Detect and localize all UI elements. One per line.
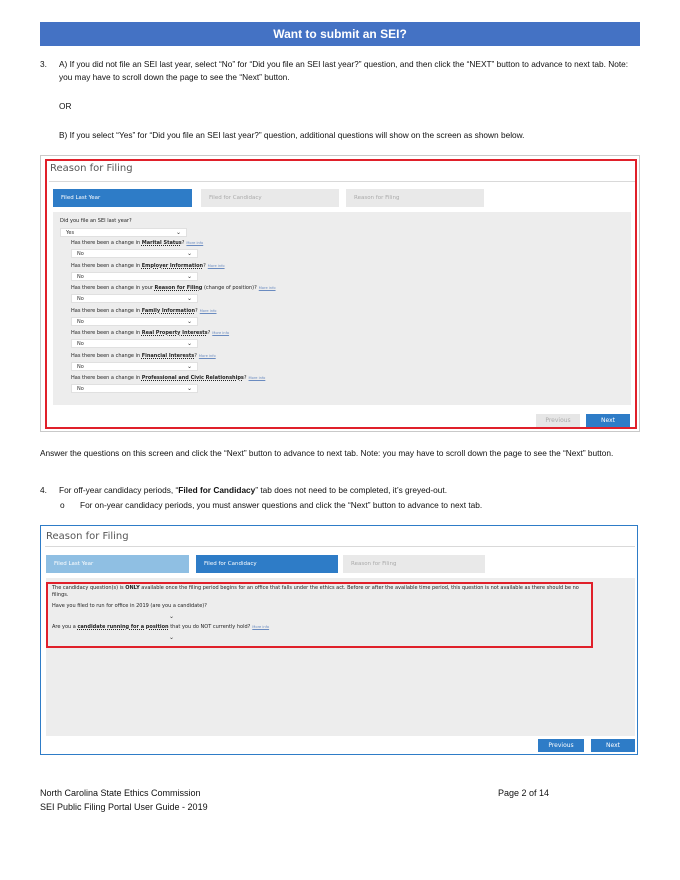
chevron-down-icon: ⌄ xyxy=(186,385,192,392)
chevron-down-icon: ⌄ xyxy=(168,613,174,620)
question-topic: Financial Interests xyxy=(141,352,195,359)
more-info-link[interactable]: More info xyxy=(199,308,217,313)
question-candidate-running xyxy=(52,624,269,630)
chevron-down-icon: ⌄ xyxy=(168,634,174,641)
footer-page-number: Page 2 of 14 xyxy=(498,788,550,798)
question-topic: Family Information xyxy=(141,307,196,314)
followup-answer-select[interactable] xyxy=(71,317,198,326)
more-info-link[interactable]: More info xyxy=(252,625,270,629)
followup-question xyxy=(71,353,216,359)
select-value: No xyxy=(77,386,84,392)
step4-text xyxy=(59,484,642,497)
select-value: No xyxy=(77,251,84,257)
footer-org: North Carolina State Ethics Commission xyxy=(40,788,201,798)
followup-question xyxy=(71,308,217,314)
question-filed-to-run: Have you filed to run for office in 2019 (are you a candidate)? xyxy=(52,603,207,609)
question-topic: Real Property Interests xyxy=(141,330,208,336)
candidacy-notice xyxy=(52,585,588,598)
chevron-down-icon: ⌄ xyxy=(186,317,192,325)
select-value: No xyxy=(77,296,84,302)
step4-text-bold: Filed for Candidacy xyxy=(178,485,256,495)
chevron-down-icon: ⌄ xyxy=(186,362,192,370)
step-number: 4. xyxy=(40,485,47,495)
step3-or-text: OR xyxy=(59,101,72,111)
title-divider xyxy=(45,546,635,547)
previous-button[interactable]: Previous xyxy=(536,414,580,427)
more-info-link[interactable]: More info xyxy=(198,353,216,358)
step4-sub-text: For on-year candidacy periods, you must answer questions and click the “Next” button to advance to next tab. xyxy=(80,500,483,510)
filed-last-year-select[interactable] xyxy=(60,228,187,237)
more-info-link[interactable]: More info xyxy=(248,376,266,380)
chevron-down-icon: ⌄ xyxy=(186,272,192,280)
step3-option-b-text: B) If you select “Yes” for “Did you file an SEI last year?” question, additional questions will show on the screen as shown below. xyxy=(59,130,525,140)
question-suffix: ? xyxy=(203,262,206,269)
question-text: Has there been a change in xyxy=(71,262,142,269)
select-value: Yes xyxy=(66,230,75,236)
footer-left xyxy=(40,786,208,814)
question-filed-last-year: Did you file an SEI last year? xyxy=(60,218,132,224)
previous-button[interactable]: Previous xyxy=(538,739,584,752)
question-topic: Employer Information xyxy=(141,262,204,269)
followup-question xyxy=(71,330,229,336)
panel-title: Reason for Filing xyxy=(46,531,129,542)
question-suffix: ? xyxy=(195,307,198,314)
question-suffix: ? xyxy=(181,240,185,246)
question-text: Has there been a change in xyxy=(71,240,142,246)
step4-text-pre: For off-year candidacy periods, “ xyxy=(59,485,179,495)
q2-post: that you do NOT currently hold? xyxy=(168,624,251,630)
tab-reason-for-filing[interactable]: Reason for Filing xyxy=(346,189,484,207)
q2-bold: candidate running for a position xyxy=(77,624,169,630)
filed-to-run-select[interactable] xyxy=(52,612,180,621)
section-banner: Want to submit an SEI? xyxy=(40,22,640,46)
select-value: No xyxy=(77,273,84,280)
next-button[interactable]: Next xyxy=(586,414,630,427)
chevron-down-icon: ⌄ xyxy=(186,295,192,302)
tab-filed-for-candidacy[interactable]: Filed for Candidacy xyxy=(196,555,338,573)
reason-for-filing-screenshot-1 xyxy=(40,155,640,432)
tab-filed-for-candidacy[interactable]: Filed for Candidacy xyxy=(201,189,339,207)
question-topic: Reason for Filing xyxy=(154,285,203,291)
followup-answer-select[interactable] xyxy=(71,362,198,371)
step3-option-a-text: A) If you did not file an SEI last year, select “No” for “Did you file an SEI last year?” question, and then click the “NEXT” button to advance to next tab. Note: you may have to scroll down the page to see the “Next” button. xyxy=(59,59,629,82)
footer-guide: SEI Public Filing Portal User Guide - 2019 xyxy=(40,802,208,812)
q2-pre: Are you a xyxy=(52,624,78,630)
step-number: 3. xyxy=(40,59,47,69)
title-divider xyxy=(49,181,635,182)
followup-answer-select[interactable] xyxy=(71,339,198,348)
question-text: Has there been a change in xyxy=(71,307,142,314)
followup-question xyxy=(71,285,276,291)
question-text: Has there been a change in xyxy=(71,375,142,381)
tab-filed-last-year[interactable]: Filed Last Year xyxy=(46,555,189,573)
tab-reason-for-filing[interactable]: Reason for Filing xyxy=(343,555,485,573)
next-button[interactable]: Next xyxy=(591,739,635,752)
question-topic: Marital Status xyxy=(141,240,182,246)
notice-pre: The candidacy question(s) is xyxy=(52,585,126,591)
chevron-down-icon: ⌄ xyxy=(186,340,192,347)
candidate-running-select[interactable] xyxy=(52,633,180,642)
select-value: No xyxy=(77,341,84,347)
instruction-text: Answer the questions on this screen and click the “Next” button to advance to next tab. Note: you may have to scroll down the page to see the “Next” button. xyxy=(40,448,614,458)
bullet: o xyxy=(60,500,65,510)
followup-answer-select[interactable] xyxy=(71,249,198,258)
more-info-link[interactable]: More info xyxy=(212,331,230,335)
question-text: Has there been a change in xyxy=(71,330,142,336)
chevron-down-icon: ⌄ xyxy=(175,229,181,236)
more-info-link[interactable]: More info xyxy=(207,263,225,268)
reason-for-filing-screenshot-2 xyxy=(40,525,638,755)
followup-question xyxy=(71,240,203,246)
followup-answer-select[interactable] xyxy=(71,272,198,281)
panel-title: Reason for Filing xyxy=(50,163,133,174)
more-info-link[interactable]: More info xyxy=(186,241,204,245)
step4-text-post: ” tab does not need to be completed, it’s greyed-out. xyxy=(255,485,448,495)
more-info-link[interactable]: More info xyxy=(258,286,276,290)
question-suffix: (change of position)? xyxy=(202,285,257,291)
followup-answer-select[interactable] xyxy=(71,294,198,303)
chevron-down-icon: ⌄ xyxy=(186,250,192,257)
select-value: No xyxy=(77,318,84,325)
question-text: Has there been a change in your xyxy=(71,285,155,291)
tab-filed-last-year[interactable]: Filed Last Year xyxy=(53,189,192,207)
question-suffix: ? xyxy=(207,330,211,336)
question-suffix: ? xyxy=(243,375,247,381)
question-topic: Professional and Civic Relationships xyxy=(141,375,244,381)
select-value: No xyxy=(77,363,84,370)
followup-answer-select[interactable] xyxy=(71,384,198,393)
question-suffix: ? xyxy=(194,352,197,359)
question-text: Has there been a change in xyxy=(71,352,142,359)
followup-question xyxy=(71,375,265,381)
notice-post: available once the filing period begins for an office that falls under the ethics act. Before or after the available time period, this question is not available as there should be no filings. xyxy=(52,585,579,598)
followup-question xyxy=(71,263,225,269)
notice-bold: ONLY xyxy=(125,585,140,591)
